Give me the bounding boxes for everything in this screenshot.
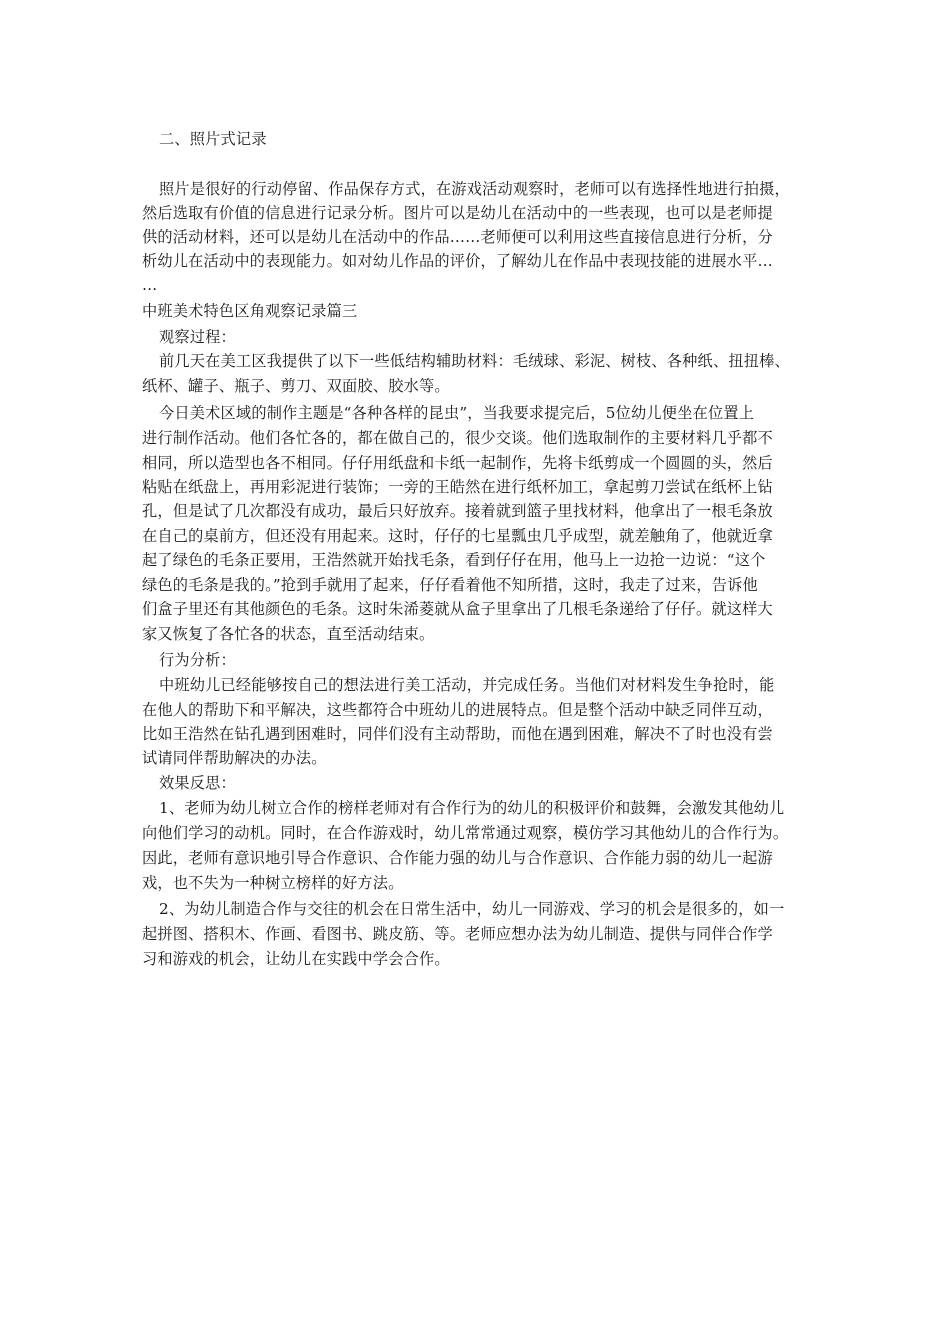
paragraph-line: 绿色的毛条是我的。”抢到手就用了起来，仔仔看着他不知所措，这时，我走了过来，告诉他 [142, 576, 758, 594]
paragraph-line: 试请同伴帮助解决的办法。 [142, 749, 327, 767]
paragraph-line: 前几天在美工区我提供了以下一些低结构辅助材料：毛绒球、彩泥、树枝、各种纸、扭扭棒、 [159, 352, 790, 370]
paragraph-line: 然后选取有价值的信息进行记录分析。图片可以是幼儿在活动中的一些表现，也可以是老师提 [142, 204, 773, 222]
paragraph-line: 戏，也不失为一种树立榜样的好方法。 [142, 874, 404, 892]
paragraph-line: 习和游戏的机会，让幼儿在实践中学会合作。 [142, 950, 450, 968]
paragraph-line: 析幼儿在活动中的表现能力。如对幼儿作品的评价，了解幼儿在作品中表现技能的进展水平… [142, 252, 773, 270]
analysis-label: 行为分析： [159, 651, 236, 669]
paragraph-line: 起拼图、搭积木、作画、看图书、跳皮筋、等。老师应想办法为幼儿制造、提供与同伴合作学 [142, 925, 773, 943]
paragraph-line: 在他人的帮助下和平解决，这些都符合中班幼儿的进展特点。但是整个活动中缺乏同伴互动， [142, 701, 773, 719]
paragraph-line: 1、老师为幼儿树立合作的榜样老师对有合作行为的幼儿的积极评价和鼓舞，会激发其他幼儿 [159, 799, 785, 817]
reflection-label: 效果反思： [159, 774, 236, 792]
paragraph-line: 相同，所以造型也各不相同。仔仔用纸盘和卡纸一起制作，先将卡纸剪成一个圆圆的头，然后 [142, 454, 773, 472]
paragraph-line: 孔，但是试了几次都没有成功，最后只好放弃。接着就到篮子里找材料，他拿出了一根毛条放 [142, 502, 773, 520]
paragraph-line: 们盒子里还有其他颜色的毛条。这时朱浠菱就从盒子里拿出了几根毛条递给了仔仔。就这样大 [142, 600, 773, 618]
record-title: 中班美术特色区角观察记录篇三 [142, 302, 358, 320]
paragraph-line: 中班幼儿已经能够按自己的想法进行美工活动，并完成任务。当他们对材料发生争抢时，能 [159, 676, 775, 694]
paragraph-line: 今日美术区域的制作主题是“各种各样的昆虫”，当我要求提完后，5位幼儿便坐在位置上 [159, 404, 755, 422]
paragraph-line: 供的活动材料，还可以是幼儿在活动中的作品……老师便可以利用这些直接信息进行分析，分 [142, 228, 773, 246]
paragraph-line: 照片是很好的行动停留、作品保存方式，在游戏活动观察时，老师可以有选择性地进行拍摄， [159, 180, 790, 198]
paragraph-line: 粘贴在纸盘上，再用彩泥进行装饰；一旁的王皓然在进行纸杯加工，拿起剪刀尝试在纸杯上钻 [142, 478, 773, 496]
paragraph-line: 家又恢复了各忙各的状态，直至活动结束。 [142, 625, 435, 643]
paragraph-line: … [142, 276, 158, 294]
paragraph-line: 2、为幼儿制造合作与交往的机会在日常生活中，幼儿一同游戏、学习的机会是很多的，如一 [159, 900, 785, 918]
observation-label: 观察过程： [159, 328, 236, 346]
paragraph-line: 比如王浩然在钻孔遇到困难时，同伴们没有主动帮助，而他在遇到困难，解决不了时也没有尝 [142, 725, 773, 743]
paragraph-line: 向他们学习的动机。同时，在合作游戏时，幼儿常常通过观察，模仿学习其他幼儿的合作行为。 [142, 824, 789, 842]
section-heading: 二、照片式记录 [159, 130, 267, 148]
paragraph-line: 因此，老师有意识地引导合作意识、合作能力强的幼儿与合作意识、合作能力弱的幼儿一起游 [142, 849, 773, 867]
paragraph-line: 在自己的桌前方，但还没有用起来。这时，仔仔的七星瓢虫几乎成型，就差触角了，他就近拿 [142, 527, 773, 545]
paragraph-line: 起了绿色的毛条正要用，王浩然就开始找毛条，看到仔仔在用，他马上一边抢一边说：“这个 [142, 551, 766, 569]
paragraph-line: 进行制作活动。他们各忙各的，都在做自己的，很少交谈。他们选取制作的主要材料几乎都不 [142, 429, 773, 447]
paragraph-line: 纸杯、罐子、瓶子、剪刀、双面胶、胶水等。 [142, 377, 450, 395]
